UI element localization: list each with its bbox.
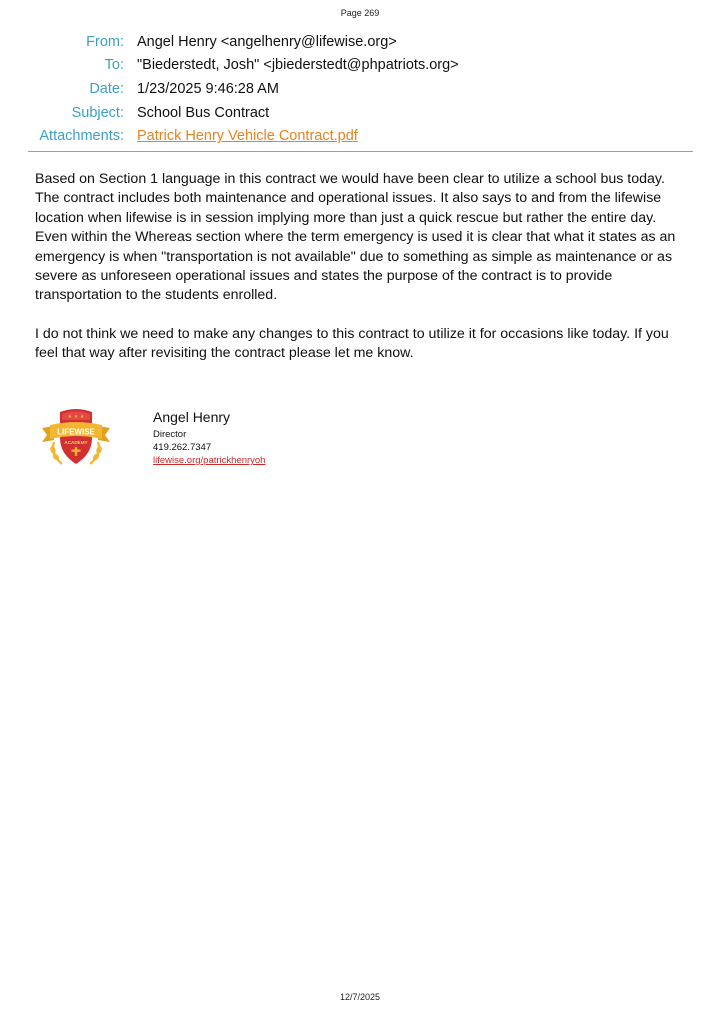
body-paragraph-1: Based on Section 1 language in this contract we would have been clear to utilize a school bus today. The contract includes both maintenance and operational issues. It also says to and from the lifewise location when lifewise is in session implying more than just a quick rescue but rather the entire day. Even within the Whereas section where the term emergency is used it is clear that what it states as an emergency is when "transportation is not available" due to something as simple as maintenance or as severe as unforeseen operational issues and states the purpose of the contract is to provide transportation to the students enrolled. (35, 171, 676, 304)
to-label: To: (104, 57, 124, 74)
header-divider (28, 151, 693, 152)
lifewise-academy-logo (40, 406, 112, 470)
signature-phone: 419.262.7347 (153, 442, 212, 453)
to-value: "Biederstedt, Josh" <jbiederstedt@phpatriots.org> (137, 57, 459, 74)
svg-text:★ ★ ★: ★ ★ ★ (67, 414, 85, 420)
page-number: Page 269 (340, 8, 380, 18)
logo-text-top: LIFEWISE (57, 427, 95, 437)
email-header (28, 30, 692, 148)
attachments-label: Attachments: (39, 128, 124, 145)
date-row (28, 77, 692, 101)
from-value: Angel Henry <angelhenry@lifewise.org> (137, 33, 397, 50)
signature-title: Director (153, 429, 187, 440)
signature-link[interactable]: lifewise.org/patrickhenryoh (153, 455, 266, 466)
from-row (28, 30, 692, 54)
signature-text (153, 406, 265, 467)
to-row (28, 54, 692, 78)
from-label: From: (86, 33, 124, 50)
signature-name: Angel Henry (153, 409, 231, 425)
email-signature (38, 406, 358, 476)
subject-label: Subject: (71, 104, 124, 121)
date-value: 1/23/2025 9:46:28 AM (137, 80, 279, 97)
subject-row (28, 101, 692, 125)
footer-date: 12/7/2025 (339, 992, 381, 1002)
body-paragraph-2: I do not think we need to make any changes to this contract to utilize it for occasions like today. If you feel that way after revisiting the contract please let me know. (35, 325, 669, 362)
date-label: Date: (89, 80, 124, 97)
logo-text-bottom: ACADEMY (64, 440, 88, 445)
subject-value: School Bus Contract (137, 104, 270, 121)
attachment-link[interactable]: Patrick Henry Vehicle Contract.pdf (137, 128, 358, 145)
attachments-row (28, 124, 692, 148)
email-body (35, 170, 687, 383)
